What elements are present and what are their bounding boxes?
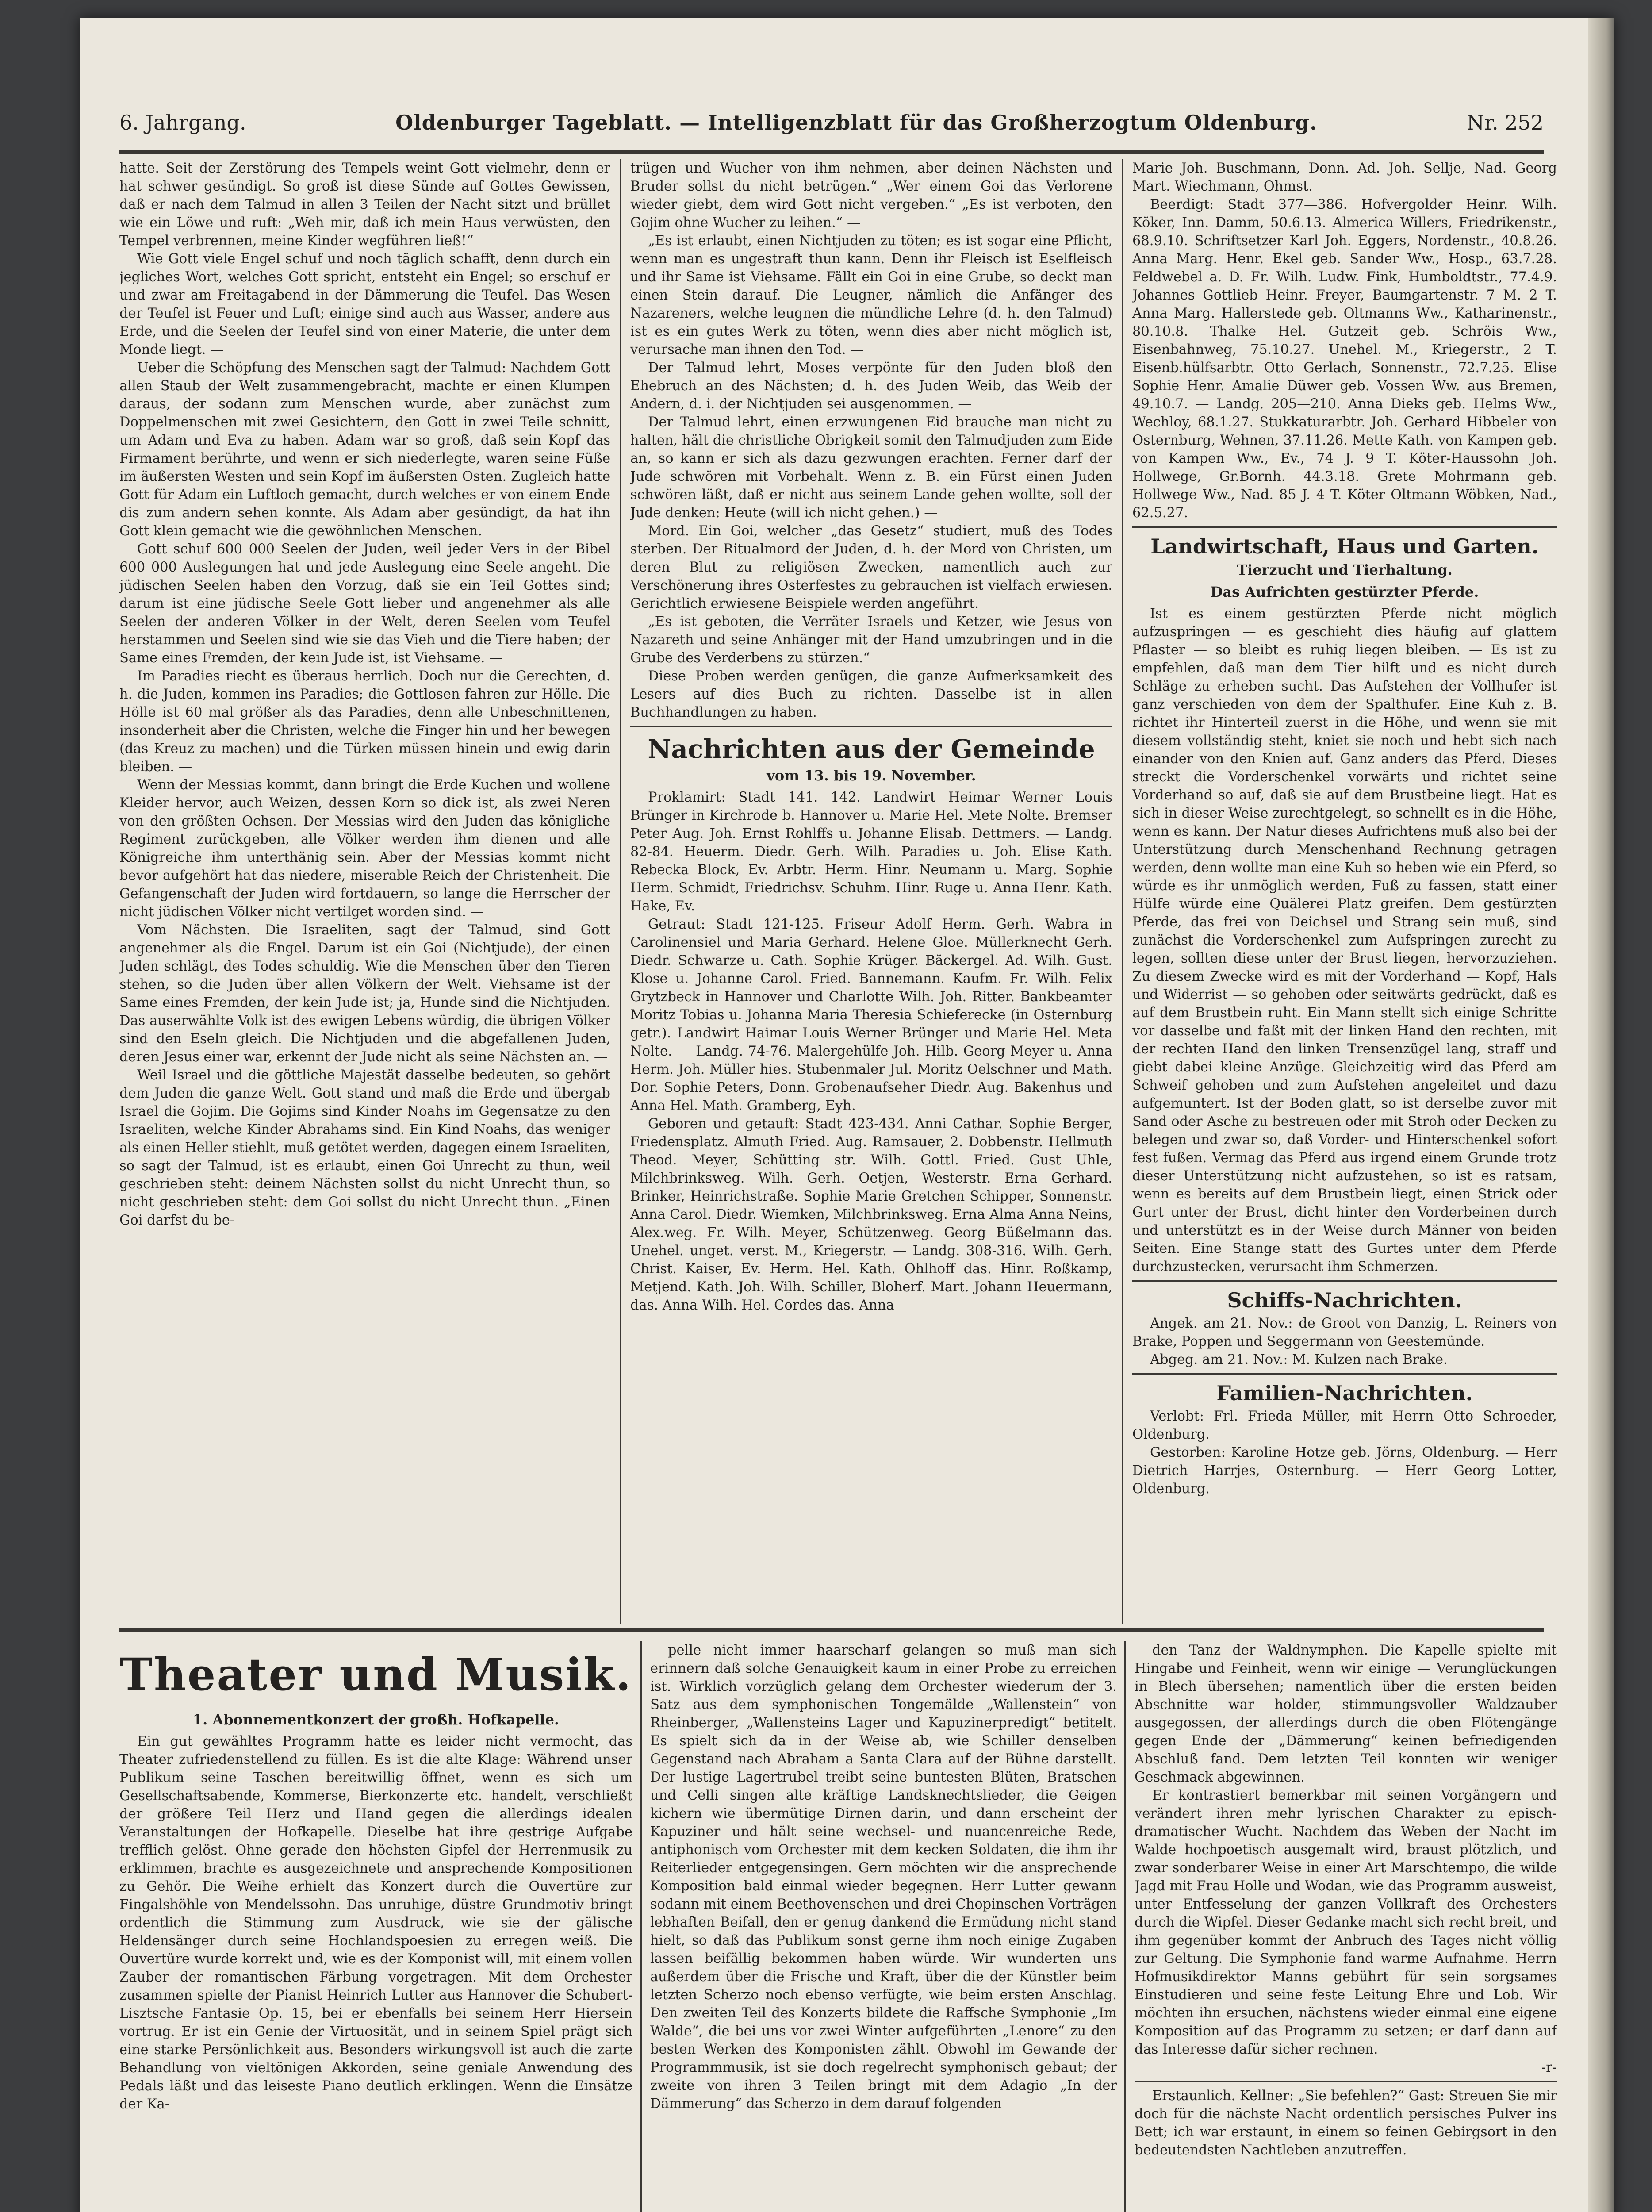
paragraph: Geboren und getauft: Stadt 423-434. Anni Cathar. Sophie Berger, Friedensplatz. Almuth Fried. Aug. Ramsauer, 2. Dobbenstr. Hellmuth Theod. Meyer, Schütting str. Wilh. Gottl. Fried. Gust Uhle, Milchbrinksweg. Wilh. Gerh. Oetjen, Westerstr. Erna Gerhard. Brinker, Heinrichstraße. Sophie Marie Gretchen Schipper, Sonnenstr. Anna Carol. Diedr. Wiemken, Milchbrinksweg. Erna Alma Anna Neins, Alex.weg. Fr. Wilh. Meyer, Schützenweg. Georg Büßelmann das. Unehel. unget. verst. M., Kriegerstr. — Landg. 308-316. Wilh. Gerh. Christ. Kaiser, Ev. Herm. Hel. Kath. Ohlhoff das. Hinr. Roßkamp, Metjend. Kath. Joh. Wilh. Schiller, Bloherf. Mart. Johann Heuermann, das. Anna Wilh. Hel. Cordes das. Anna	[630, 1116, 1112, 1313]
paragraph: pelle nicht immer haarscharf gelangen so muß man sich erinnern daß solche Genauigkeit kaum in einer Probe zu erreichen ist. Wirklich vorzüglich gelang dem Orchester wiederum der 3. Satz aus dem symphonischen Tongemälde „Wallenstein“ von Rheinberger, „Wallensteins Lager und Kapuzinerpredigt“ betitelt. Es spielt sich da in der Weise ab, wie Schiller denselben Gegenstand nach Abraham a Santa Clara auf der Bühne darstellt. Der lustige Lagertrubel treibt seine buntesten Blüten, Bratschen und Celli singen alte kräftige Landsknechtslieder, die Geigen kichern wie übermütige Dirnen darin, und dann erscheint der Kapuziner und hält seine wechsel- und nuancenreiche Rede, antiphonisch vom Orchester mit dem kecken Soldaten, die ihm ihr Reiterlieder entgegensingen. Gern möchten wir die ansprechende Komposition bald einmal wieder begegnen. Herr Lutter gewann sodann mit einem Beethovenschen und drei Chopinschen Vorträgen lebhaften Beifall, den er genug dankend die Ermüdung nicht stand hielt, so daß das Publikum sonst gerne ihm noch einige Zugaben lassen beifällig bekommen haben würde. Wir wunderten uns außerdem über die Frische und Kraft, über die der Künstler beim letzten Scherzo noch ebenso verfügte, wie beim ersten Anschlag. Den zweiten Teil des Konzerts bildete die Raffsche Symphonie „Im Walde“, die bei uns vor zwei Winter aufgeführten „Lenore“ zu den besten Werken des Komponisten zählt. Obwohl im Gewande der Programmmusik, ist sie doch regelrecht symphonisch gebaut; der zweite von ihren 3 Teilen bringt mit dem Adagio „In der Dämmerung“ das Scherzo in dem darauf folgenden	[650, 1643, 1117, 2112]
paragraph: Marie Joh. Buschmann, Donn. Ad. Joh. Sellje, Nad. Georg Mart. Wiechmann, Ohmst.	[1132, 161, 1557, 194]
paragraph: Beerdigt: Stadt 377—386. Hofvergolder Heinr. Wilh. Köker, Inn. Damm, 50.6.13. Almerica Willers, Friedrikenstr., 68.9.10. Schriftsetzer Karl Joh. Eggers, Nordenstr., 40.8.26. Anna Marg. Henr. Ekel geb. Sander Ww., Hosp., 63.7.28. Feldwebel a. D. Fr. Wilh. Ludw. Fink, Humboldtstr., 77.4.9. Johannes Gottlieb Heinr. Freyer, Baumgartenstr. 7 M. 2 T. Anna Marg. Hallerstede geb. Oltmanns Ww., Katharinenstr., 80.10.8. Thalke Hel. Gutzeit geb. Schröis Ww., Eisenbahnweg, 75.10.27. Unehel. M., Kriegerstr., 2 T. Eisenb.hülfsarbtr. Otto Gerlach, Sonnenstr., 72.7.25. Elise Sophie Henr. Amalie Düwer geb. Vossen Ww. aus Bremen, 49.10.7. — Landg. 205—210. Anna Dieks geb. Helms Ww., Wechloy, 68.1.27. Stukkaturarbtr. Joh. Gerhard Hibbeler von Osternburg, Wehnen, 37.11.26. Mette Kath. von Kampen geb. von Kampen Ww., Ev., 74 J. 9 T. Köter-Haussohn Joh. Hollwege, Gr.Bornh. 44.3.18. Grete Mohrmann geb. Hollwege Ww., Nad. 85 J. 4 T. Köter Oltmann Wöbken, Nad., 62.5.27.	[1132, 197, 1557, 521]
column-2	[630, 159, 1112, 1619]
paragraph: Getraut: Stadt 121-125. Friseur Adolf Herm. Gerh. Wabra in Carolinensiel und Maria Gerhard. Helene Gloe. Müllerknecht Gerh. Diedr. Schwarze u. Cath. Sophie Krüger. Bäckergel. Ad. Wilh. Gust. Klose u. Johanne Carol. Fried. Bannemann. Kaufm. Fr. Wilh. Felix Grytzbeck in Hannover und Charlotte Wilh. Joh. Ritter. Bankbeamter Moritz Tobias u. Johanna Maria Theresia Schieferecke (in Osternburg getr.). Landwirt Haimar Louis Werner Brünger und Marie Hel. Meta Nolte. — Landg. 74-76. Malergehülfe Joh. Hilb. Georg Meyer u. Anna Herm. Joh. Müller hies. Stubenmaler Jul. Moritz Oelschner und Math. Dor. Sophie Peters, Donn. Grobenaufseher Diedr. Aug. Bakenhus und Anna Hel. Math. Gramberg, Eyh.	[630, 917, 1112, 1114]
column-divider	[640, 1641, 642, 2212]
gemeinde-title: Nachrichten aus der Gemeinde	[648, 734, 1095, 764]
paragraph: Wie Gott viele Engel schuf und noch täglich schafft, denn durch ein jegliches Wort, welches Gott spricht, entsteht ein Engel; so erschuf er und zwar am Freitagabend in der Dämmerung die Teufel. Das Wesen der Teufel ist Feuer und Luft; einige sind auch aus Wasser, andere aus Erde, und die Seelen der Teufel sind von einer Materie, die unter dem Monde liegt. —	[119, 251, 610, 357]
theater-subtitle: 1. Abonnementkonzert der großh. Hofkapelle.	[192, 1711, 560, 1728]
column-1	[119, 159, 610, 1619]
masthead-title: Oldenburger Tageblatt. — Intelligenzblatt für das Großherzogtum Oldenburg.	[395, 111, 1318, 134]
familien-title: Familien-Nachrichten.	[1216, 1381, 1473, 1405]
paragraph: Der Talmud lehrt, einen erzwungenen Eid brauche man nicht zu halten, hält die christliche Obrigkeit somit den Talmudjuden zum Eide an, so kann er sich als dazu gezwungen erachten. Ferner darf der Jude schwören mit Vorbehalt. Wenn z. B. ein Fürst einen Juden schwören läßt, daß er nicht aus seinem Lande gehen wollte, soll der Jude denken: Heute (will ich nicht gehen.) —	[630, 415, 1112, 521]
paragraph: Vom Nächsten. Die Israeliten, sagt der Talmud, sind Gott angenehmer als die Engel. Darum ist ein Goi (Nichtjude), der einen Juden schlägt, des Todes schuldig. Wie die Menschen über den Tieren stehen, so die Juden über allen Völkern der Welt. Viehsame ist der Same eines Fremden, der kein Jude ist; ja, Hunde sind die Nichtjuden. Das auserwählte Volk ist des ewigen Lebens würdig, die übrigen Völker sind den Eseln gleich. Die Nichtjuden und die abgefallenen Juden, deren Jesus einer war, erkennt der Jude nicht als seine Nächsten an. —	[119, 922, 610, 1065]
paragraph: trügen und Wucher von ihm nehmen, aber deinen Nächsten und Bruder sollst du nicht betrügen.“ „Wer einem Goi das Verlorene wieder giebt, dem wird Gott nicht vergeben.“ „Es ist verboten, den Gojim ohne Wucher zu leihen.“ —	[630, 161, 1112, 230]
paragraph: den Tanz der Waldnymphen. Die Kapelle spielte mit Hingabe und Feinheit, wenn wir einige — Verunglückungen in Blech übersehen; namentlich über die ersten beiden Abschnitte war holder, stimmungsvoller Waldzauber ausgegossen, der allerdings durch die oben Flötengänge gegen Ende der „Dämmerung“ keinen befriedigenden Abschluß fand. Dem letzten Teil konnten wir weniger Geschmack abgewinnen.	[1135, 1643, 1557, 1785]
paragraph: Ueber die Schöpfung des Menschen sagt der Talmud: Nachdem Gott allen Staub der Welt zusammengebracht, machte er einen Klumpen daraus, der sodann zum Menschen wurde, aber zunächst zum Doppelmenschen mit zwei Gesichtern, den Gott in zwei Teile schnitt, um Adam und Eva zu haben. Adam war so groß, daß sein Kopf das Firmament berührte, und wenn er sich niederlegte, waren seine Füße im äußersten Westen und sein Kopf im äußersten Osten. Zugleich hatte Gott für Adam ein Luftloch gemacht, durch welches er von einem Ende dis zum andern sehen konnte. Als Adam aber gesündigt, da hat ihn Gott klein gemacht wie die gewöhnlichen Menschen.	[119, 360, 610, 539]
paragraph: Diese Proben werden genügen, die ganze Aufmerksamkeit des Lesers auf dies Buch zu richten. Dasselbe ist in allen Buchhandlungen zu haben.	[630, 668, 1112, 720]
newspaper-page	[80, 18, 1614, 2212]
paragraph: Abgeg. am 21. Nov.: M. Kulzen nach Brake.	[1150, 1352, 1448, 1367]
section-rule	[1132, 1280, 1557, 1282]
paragraph: Gott schuf 600 000 Seelen der Juden, weil jeder Vers in der Bibel 600 000 Auslegungen hat und jede Auslegung eine Seele angeht. Die jüdischen Seelen haben den Vorzug, daß sie ein Teil Gottes sind; darum ist eine jüdische Seele Gott lieber und angenehmer als alle Seelen der anderen Völker in der Welt, deren Seelen vom Teufel herstammen und Seelen sind wie sie das Vieh und die Tiere haben; der Same eines Fremden, der kein Jude ist, ist Viehsame. —	[119, 541, 610, 666]
paragraph: „Es ist erlaubt, einen Nichtjuden zu töten; es ist sogar eine Pflicht, wenn man es ungestraft thun kann. Denn ihr Fleisch ist Eselfleisch und ihr Same ist Viehsame. Fällt ein Goi in eine Grube, so deckt man einen Stein darauf. Die Leugner, nämlich die Anfänger des Nazareners, welche leugnen die mündliche Lehre (d. h. den Talmud) ist es ein gutes Werk zu töten, wenn dies aber nicht möglich ist, verursache man ihnen den Tod. —	[630, 233, 1112, 357]
column-divider	[1124, 1641, 1126, 2212]
column-divider	[1122, 159, 1123, 1624]
author-signature: -r-	[1541, 2060, 1557, 2075]
page-edge	[1588, 18, 1614, 2212]
section-rule	[630, 726, 1112, 727]
column-divider	[620, 159, 621, 1624]
section-rule	[1132, 526, 1557, 528]
paragraph: Mord. Ein Goi, welcher „das Gesetz“ studiert, muß des Todes sterben. Der Ritualmord der Juden, d. h. der Mord von Christen, um deren Blut zu religiösen Zwecken, namentlich auch zur Verschönerung ihres Osterfestes zu gebrauchen ist vielfach erwiesen. Gerichtlich erwiesene Beispiele werden angeführt.	[630, 523, 1112, 611]
theater-column-1	[119, 1641, 632, 2212]
theater-column-3	[1135, 1641, 1557, 2212]
landwirtschaft-title: Landwirtschaft, Haus und Garten.	[1150, 534, 1539, 558]
paragraph: „Es ist geboten, die Verräter Israels und Ketzer, wie Jesus von Nazareth und seine Anhänger mit der Hand umzubringen und in die Grube des Verderbens zu stürzen.“	[630, 614, 1112, 666]
paragraph: Wenn der Messias kommt, dann bringt die Erde Kuchen und wollene Kleider hervor, auch Weizen, dessen Korn so dick ist, als zwei Neren von den größten Ochsen. Der Messias wird den Juden das königliche Regiment zurückgeben, alle Völker werden ihm dienen und alle Königreiche ihm unterthänig sein. Aber der Messias kommt nicht bevor aufgehört hat das niedere, miserable Reich der Christenheit. Die Gefangenschaft der Juden wird fortdauern, so lange die Herrscher der nicht jüdischen Völker nicht vertilget worden sind. —	[119, 777, 610, 920]
article-heading: Das Aufrichten gestürzter Pferde.	[1210, 584, 1479, 600]
paragraph: Gestorben: Karoline Hotze geb. Jörns, Oldenburg. — Herr Dietrich Harrjes, Osternburg. — Herr Georg Lotter, Oldenburg.	[1132, 1445, 1557, 1497]
section-rule	[1135, 2081, 1557, 2082]
column-3	[1132, 159, 1557, 1619]
paragraph: Verlobt: Frl. Frieda Müller, mit Herrn Otto Schroeder, Oldenburg.	[1132, 1409, 1557, 1442]
paragraph: Erstaunlich. Kellner: „Sie befehlen?“ Gast: Streuen Sie mir doch für die nächste Nacht ordentlich persisches Pulver ins Bett; ich war erstaunt, in einem so feinen Gebirgsort in den bedeutendsten Nachtleben anzutreffen.	[1135, 2088, 1557, 2158]
paragraph: Weil Israel und die göttliche Majestät dasselbe bedeuten, so gehört dem Juden die ganze Welt. Gott stand und maß die Erde und übergab Israel die Gojim. Die Gojims sind Kinder Noahs im Gegensatze zu den Israeliten, welche Kinder Abrahams sind. Ein Kind Noahs, das weniger als einen Heller stiehlt, muß getötet werden, dagegen einem Israeliten, so sagt der Talmud, ist es erlaubt, einen Goi Unrecht zu thun, weil geschrieben steht: deinem Nächsten sollst du nicht Unrecht thun, so nicht geschrieben steht: dem Goi sollst du nicht Unrecht thun. „Einen Goi darfst du be-	[119, 1068, 610, 1228]
paragraph: Angek. am 21. Nov.: de Groot von Danzig, L. Reiners von Brake, Poppen und Seggermann von Geestemünde.	[1132, 1316, 1557, 1349]
paragraph: Ein gut gewähltes Programm hatte es leider nicht vermocht, das Theater zufriedenstellend zu füllen. Es ist die alte Klage: Während unser Publikum seine Taschen bereitwillig öffnet, wenn es sich um Gesellschaftsabende, Kommerse, Bierkonzerte etc. handelt, verschließt der größere Teil Herz und Hand gegen die allerdings idealen Veranstaltungen der Hofkapelle. Dieselbe hat ihre gestrige Aufgabe trefflich gelöst. Ohne gerade den höchsten Gipfel der Herrenmusik zu erklimmen, brachte es ausgezeichnete und ansprechende Kompositionen zu Gehör. Die Weihe erhielt das Konzert durch die Ouvertüre zur Fingalshöhle von Mendelssohn. Das unruhige, düstre Grundmotiv bringt ordentlich die Stimmung zum Ausdruck, wie sie der gälische Heldensänger durch seine Hochlandspoesien zu erregen weiß. Die Ouvertüre wurde korrekt und, wie es der Komponist will, mit einem vollen Zauber der romantischen Färbung vorgetragen. Mit dem Orchester zusammen spielte der Pianist Heinrich Lutter aus Hannover die Schubert-Lisztsche Fantasie Op. 15, bei er ebenfalls bei seinem Herr Hiersein vortrug. Er ist ein Genie der Virtuosität, und in seinem Spiel prägt sich eine starke Persönlichkeit aus. Besonders wirkungsvoll ist auch die zarte Behandlung von vieltönigen Akkorden, seine geniale Anwendung des Pedals läßt und das leiseste Piano deutlich erklingen. Wenn die Einsätze der Ka-	[119, 1734, 632, 2112]
schiffs-title: Schiffs-Nachrichten.	[1227, 1288, 1462, 1312]
gemeinde-subtitle: vom 13. bis 19. November.	[767, 767, 976, 784]
theater-column-2	[650, 1641, 1117, 2212]
volume-label: 6. Jahrgang.	[119, 111, 246, 134]
paragraph: Im Paradies riecht es überaus herrlich. Doch nur die Gerechten, d. h. die Juden, kommen ins Paradies; die Gottlosen fahren zur Hölle. Die Hölle ist 60 mal größer als das Paradies, denn alle Unbeschnittenen, insonderheit aber die Christen, welche die Finger hin und her bewegen (das Kreuz zu machen) und die Türken müssen hinein und ewig darin bleiben. —	[119, 668, 610, 775]
issue-number: Nr. 252	[1466, 111, 1544, 134]
paragraph: hatte. Seit der Zerstörung des Tempels weint Gott vielmehr, denn er hat schwer gesündigt. So groß ist diese Sünde auf Gottes Gewissen, daß er nach dem Talmud in allen 3 Teilen der Nacht sitzt und brüllet wie ein Löwe und ruft: „Weh mir, daß ich mein Haus verwüsten, den Tempel verbrennen, meine Kinder wegführen ließ!“	[119, 161, 610, 249]
paragraph: Proklamirt: Stadt 141. 142. Landwirt Heimar Werner Louis Brünger in Kirchrode b. Hannover u. Marie Hel. Mete Nolte. Bremser Peter Aug. Joh. Ernst Rohlffs u. Johanne Elisab. Dettmers. — Landg. 82-84. Heuerm. Diedr. Gerh. Wilh. Paradies u. Joh. Elise Kath. Rebecka Block, Ev. Arbtr. Herm. Hinr. Neumann u. Marg. Sophie Herm. Schmidt, Friedrichsv. Schuhm. Hinr. Ruge u. Anna Henr. Kath. Hake, Ev.	[630, 790, 1112, 914]
theater-title: Theater und Musik.	[119, 1648, 632, 1701]
paragraph: Er kontrastiert bemerkbar mit seinen Vorgängern und verändert ihren mehr lyrischen Charakter zu episch-dramatischer Wucht. Nachdem das Weben der Nacht im Walde hochpoetisch ausgemalt wird, braust plötzlich, und zwar sonderbarer Weise in einer Art Marschtempo, die wilde Jagd mit Frau Holle und Wodan, wie das Programm ausweist, unter Entfesselung der ganzen Vollkraft des Orchesters durch die Wipfel. Dieser Gedanke macht sich recht breit, und ihm gegenüber kommt der Anbruch des Tages nicht völlig zur Geltung. Die Symphonie fand warme Aufnahme. Herrn Hofmusikdirektor Manns gebührt für sein sorgsames Einstudieren und seine feste Leitung Ehre und Lob. Wir möchten ihn ersuchen, nächstens wieder einmal eine eigene Komposition auf das Programm zu setzen; er darf dann auf das Interesse dafür sicher rechnen.	[1135, 1788, 1557, 2057]
section-rule-thick	[119, 1628, 1544, 1632]
tierzucht-subtitle: Tierzucht und Tierhaltung.	[1237, 561, 1453, 578]
header-rule	[119, 150, 1544, 154]
page-header	[119, 111, 1544, 146]
paragraph: Der Talmud lehrt, Moses verpönte für den Juden bloß den Ehebruch an des Nächsten; d. h. des Juden Weib, das Weib der Andern, d. i. der Nichtjuden sei ausgenommen. —	[630, 360, 1112, 412]
paragraph: Ist es einem gestürzten Pferde nicht möglich aufzuspringen — es geschieht dies häufig auf glattem Pflaster — so bleibt es ruhig liegen bleiben. — Es ist zu empfehlen, daß man dem Tier hilft und es nicht durch Schläge zu erheben sucht. Das Aufstehen der Vollhufer ist ganz verschieden von dem der Spalthufer. Eine Kuh z. B. richtet ihr Hinterteil zuerst in die Höhe, und wenn sie mit diesem vollständig steht, kniet sie noch und hebt sich nach einander von den Knien auf. Ganz anders das Pferd. Dieses streckt die Vorderschenkel vorwärts und richtet seine Vorderhand so auf, daß sie auf dem Brustbeine liegt. Hat es sich in dieser Weise zurechtgelegt, so schnellt es in die Höhe, wenn es kann. Der Natur dieses Aufrichtens muß also bei der Unterstützung durch Menschenhand Rechnung getragen werden, denn wollte man eine Kuh so heben wie ein Pferd, so würde es ihr unmöglich werden, Fuß zu fassen, statt einer Hülfe würde eine Quälerei Platz greifen. Dem gestürzten Pferde, das frei von Deichsel und Strang sein muß, sind zunächst die Vorderschenkel zum Aufspringen zurecht zu legen, sollten diese unter der Brust liegen, hervorzuziehen. Zu diesem Zwecke wird es mit der Vorderhand — Kopf, Hals und Widerrist — so gehoben oder seitwärts gedrückt, daß es auf dem Brustbein ruht. Ein Mann stellt sich einige Schritte vor dasselbe und faßt mit der linken Hand den rechten, mit der rechten Hand den linken Trensenzügel lang, straff und giebt dabei kleine Anzüge. Gleichzeitig wird das Pferd am Schweif gehoben und zum Aufstehen angeleitet und dazu aufgemuntert. Ist der Boden glatt, so ist derselbe zuvor mit Sand oder Asche zu bestreuen oder mit Stroh oder Decken zu belegen und zwar so, daß Vorder- und Hinterschenkel sofort fest fußen. Vermag das Pferd aus irgend einem Grunde trotz dieser Unterstützung nicht aufzustehen, so ist es ratsam, wenn es bereits auf dem Brustbein liegt, einen Strick oder Gurt unter der Brust, dicht hinter den Vorderbeinen durch und unterstützt es in der Weise durch Männer von beiden Seiten. Eine Stange statt des Gurtes unter dem Pferde durchzustecken, verursacht ihm Schmerzen.	[1132, 606, 1557, 1275]
section-rule	[1132, 1373, 1557, 1375]
